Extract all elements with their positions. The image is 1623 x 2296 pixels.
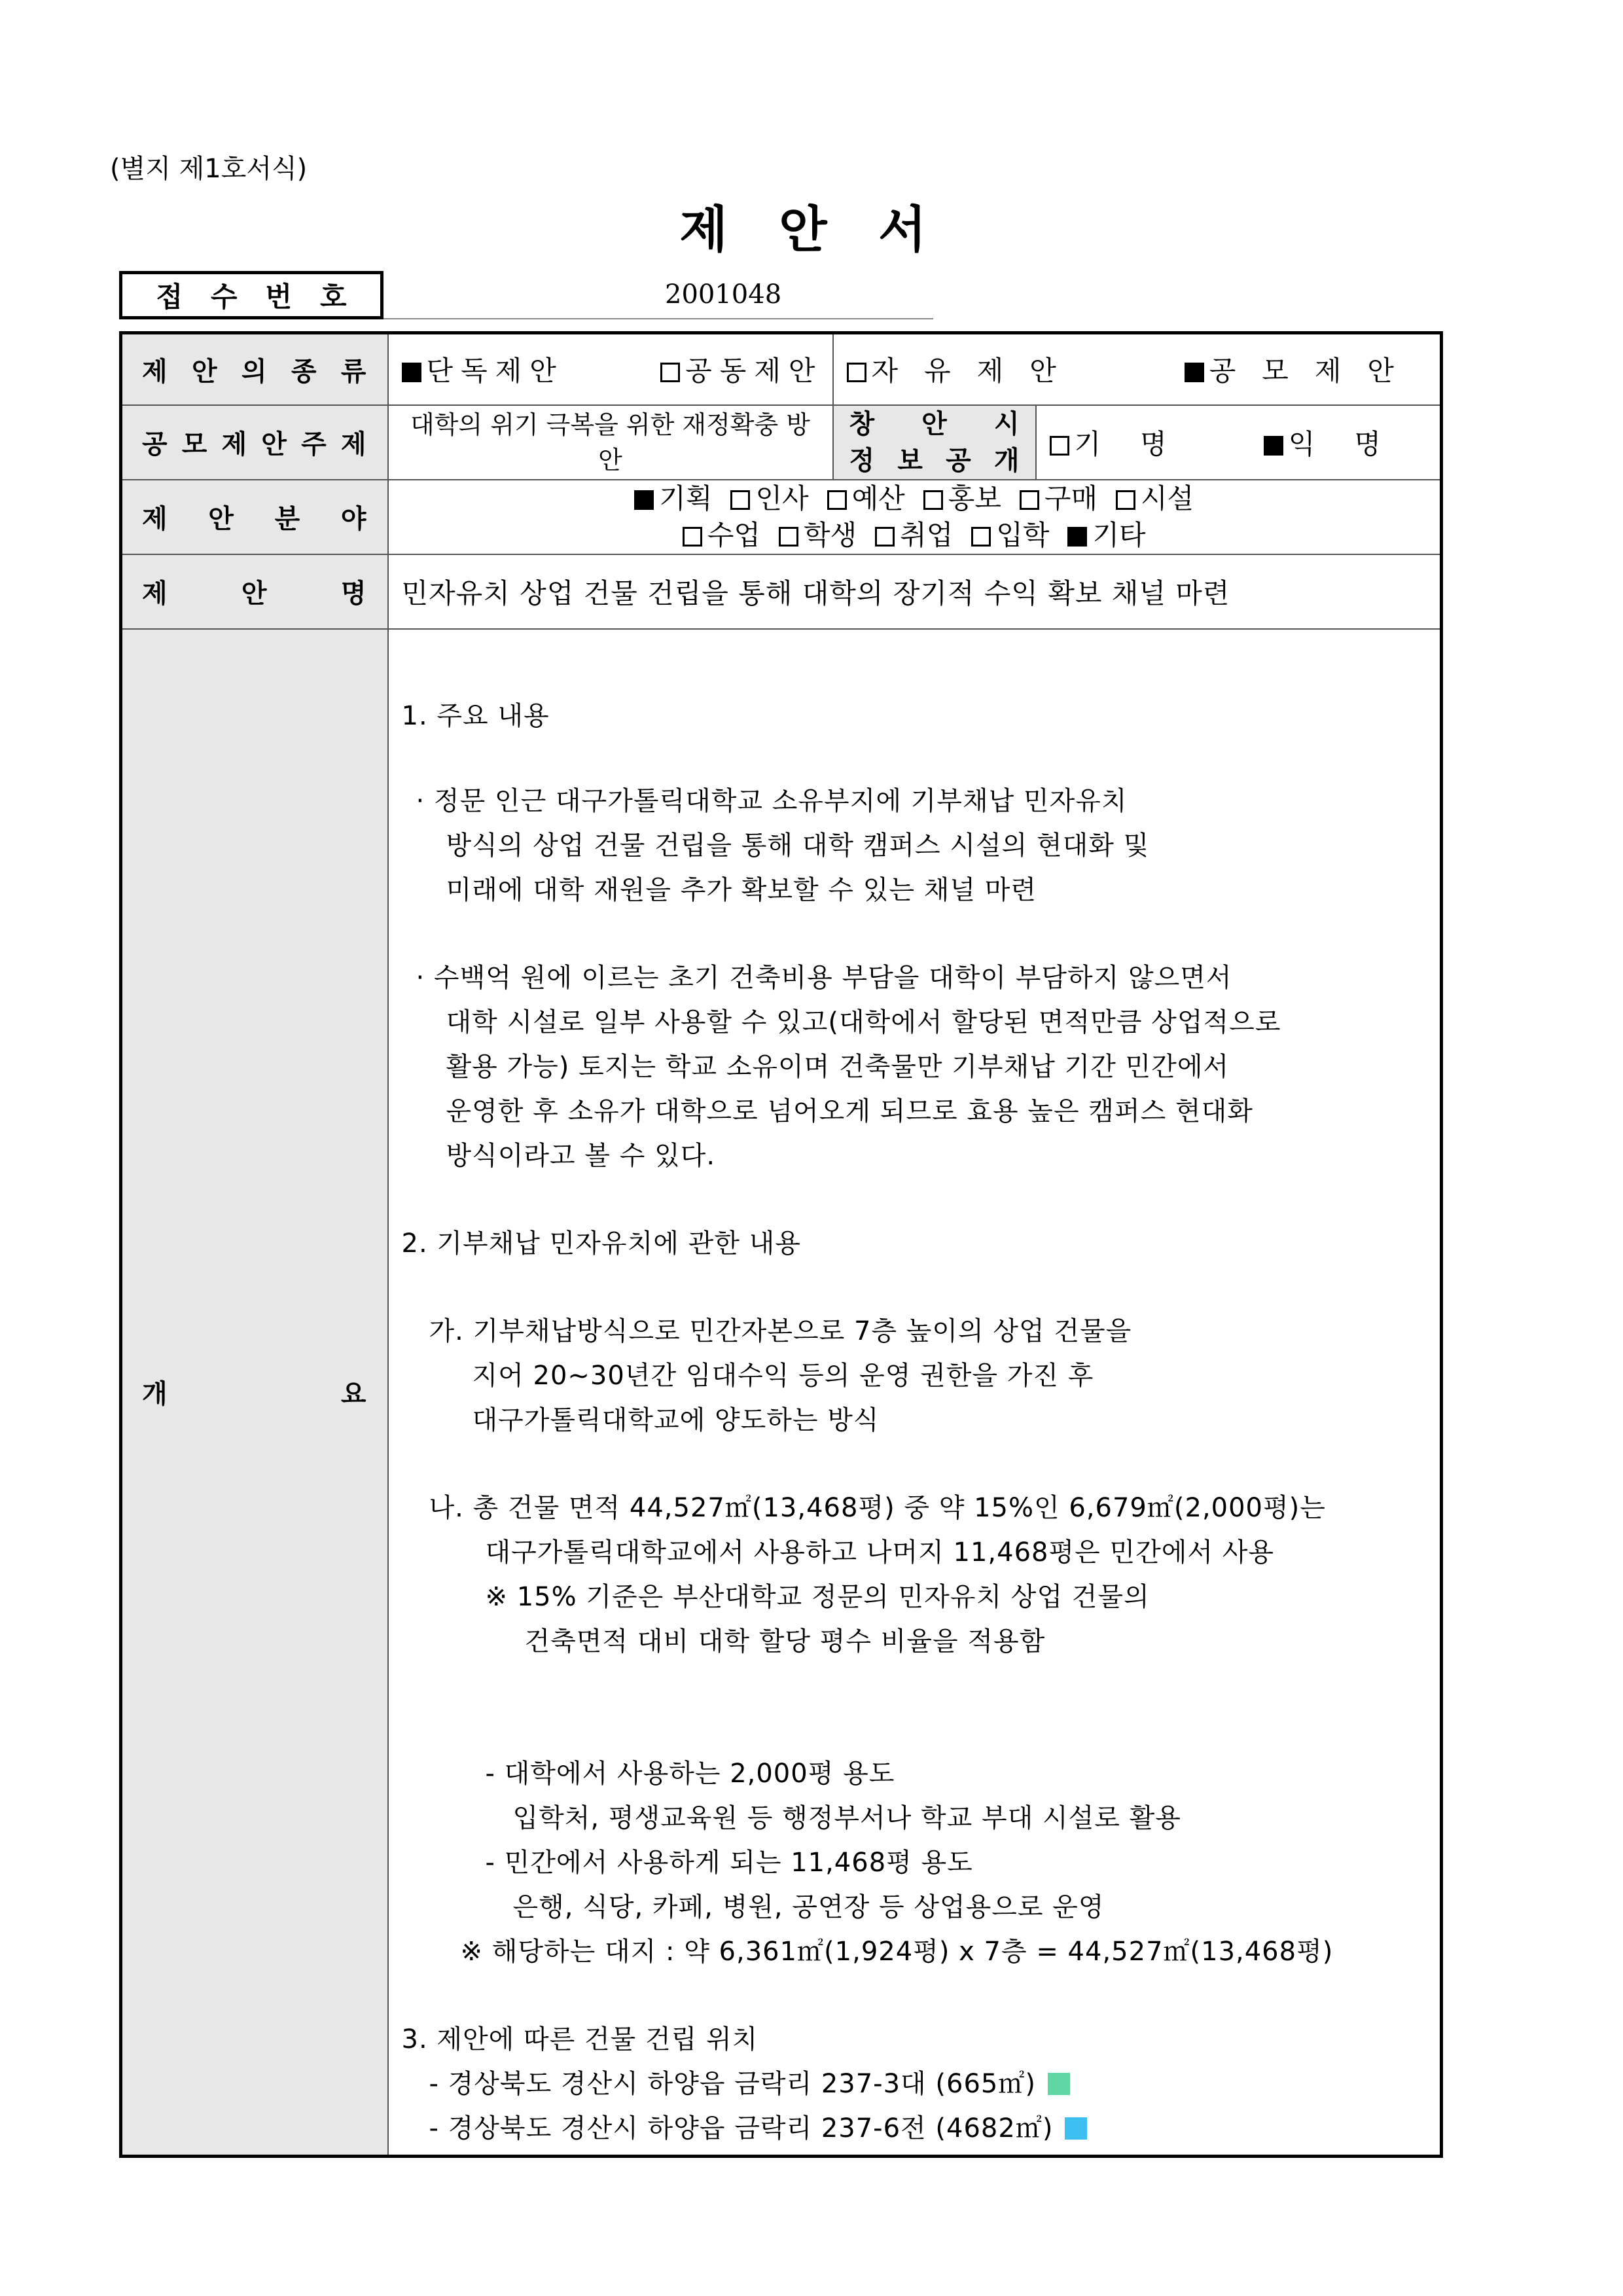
empty-box-icon[interactable]: [1116, 490, 1135, 510]
summary-label-chars: [122, 1373, 387, 1410]
summary-line-text: 방식의 상업 건물 건립을 통해 대학 캠퍼스 시설의 현대화 및: [446, 830, 1150, 861]
label-char: 수: [210, 281, 238, 313]
summary-line-text: 가. 기부채납방식으로 민간자본으로 7층 높이의 상업 건물을: [429, 1316, 1132, 1346]
field-option[interactable]: [730, 482, 808, 514]
label-char: 안: [241, 579, 267, 609]
summary-line: [402, 1223, 801, 1260]
label-char: 제: [142, 504, 168, 534]
summary-line-text: 2. 기부채납 민자유치에 관한 내용: [401, 1228, 801, 1259]
empty-box-icon[interactable]: [779, 527, 798, 547]
summary-line: [402, 695, 550, 732]
label-char: 류: [340, 356, 366, 387]
summary-line: [402, 2018, 758, 2056]
summary-line: [429, 2108, 1088, 2145]
empty-box-icon[interactable]: [875, 527, 895, 547]
option-label: 홍보: [948, 482, 1001, 514]
option-single[interactable]: [402, 350, 564, 389]
field-option[interactable]: [634, 482, 712, 514]
summary-line: [416, 957, 1232, 994]
empty-box-icon[interactable]: [1050, 436, 1069, 456]
receipt-box: [119, 271, 815, 325]
summary-line: [461, 1931, 1334, 1968]
summary-line-text: 3. 제안에 따른 건물 건립 위치: [401, 2024, 758, 2054]
summary-line: [446, 1046, 1230, 1083]
field-option[interactable]: [971, 519, 1049, 551]
summary-line: [473, 1355, 1094, 1392]
summary-line: [429, 2063, 1070, 2100]
summary-line-text: · 수백억 원에 이르는 초기 건축비용 부담을 대학이 부담하지 않으면서: [416, 962, 1232, 993]
label-char: 공: [142, 429, 168, 459]
label-char: 종: [291, 356, 317, 387]
empty-box-icon[interactable]: [847, 363, 866, 382]
field-option[interactable]: [1067, 519, 1145, 551]
summary-line: [429, 1310, 1132, 1348]
option-label: 공동제안: [685, 355, 823, 387]
option-anonymous[interactable]: [1264, 423, 1420, 462]
summary-line-text: 건축면적 대비 대학 할당 평수 비율을 적용함: [524, 1626, 1046, 1657]
label-char: 보: [897, 445, 923, 476]
public-label-line1: [834, 406, 1035, 442]
empty-box-icon[interactable]: [660, 363, 680, 382]
receipt-number-label: [119, 271, 383, 319]
option-label: 인사: [755, 482, 809, 514]
field-option[interactable]: [779, 519, 857, 551]
proposal-name-value: 민자유치 상업 건물 건립을 통해 대학의 장기적 수익 확보 채널 마련: [388, 554, 1442, 629]
checked-box-icon[interactable]: [1264, 436, 1283, 456]
row-field: [121, 480, 1442, 554]
option-label: 시설: [1141, 482, 1194, 514]
field-option[interactable]: [875, 519, 953, 551]
label-char: 제: [340, 429, 366, 459]
label-char: 정: [849, 445, 875, 476]
option-label: 수업: [707, 518, 761, 551]
form-number-label: (별지 제1호서식): [110, 154, 308, 184]
label-char: 호: [319, 281, 347, 313]
label-char: 개: [993, 445, 1020, 476]
summary-line: [486, 1532, 1275, 1569]
summary-line: [513, 1886, 1105, 1924]
summary-line-text: ※ 15% 기준은 부산대학교 정문의 민자유치 상업 건물의: [485, 1581, 1150, 1612]
document-title: 제 안 서: [679, 200, 944, 259]
theme-value: 대학의 위기 극복을 위한 재정확충 방안: [388, 405, 833, 480]
summary-line: [429, 1487, 1326, 1524]
map-color-marker-icon: [1065, 2117, 1087, 2140]
option-label: 기획: [659, 482, 713, 514]
row-theme: [121, 405, 1442, 480]
summary-line-text: 입학처, 평생교육원 등 행정부서나 학교 부대 시설로 활용: [512, 1803, 1181, 1833]
label-char: 창: [849, 408, 875, 439]
summary-content: [388, 629, 1442, 2157]
row-summary: [121, 629, 1442, 2157]
empty-box-icon[interactable]: [730, 490, 750, 510]
empty-box-icon[interactable]: [683, 527, 702, 547]
summary-line: [486, 1842, 973, 1879]
summary-line: [525, 1621, 1046, 1658]
empty-box-icon[interactable]: [923, 490, 943, 510]
proposal-form-table: [119, 331, 1443, 2158]
summary-line-text: 대구가톨릭대학교에 양도하는 방식: [472, 1405, 880, 1435]
option-label: 기명: [1074, 427, 1206, 460]
summary-line: [416, 780, 1128, 817]
option-label: 익명: [1288, 427, 1420, 460]
summary-line-text: 방식이라고 볼 수 있다.: [446, 1140, 716, 1171]
theme-label-chars: [122, 423, 387, 461]
checked-box-icon[interactable]: [1185, 363, 1204, 382]
checked-box-icon[interactable]: [402, 363, 421, 382]
label-char: 의: [241, 356, 267, 387]
label-char: 제: [142, 356, 168, 387]
summary-line-text: 은행, 식당, 카페, 병원, 공연장 등 상업용으로 운영: [512, 1892, 1105, 1922]
kind-label: [121, 333, 388, 405]
kind-label-chars: [122, 351, 387, 388]
field-option[interactable]: [683, 519, 760, 551]
label-char: 야: [340, 504, 366, 534]
summary-line-text: 1. 주요 내용: [401, 700, 550, 731]
summary-line-text: - 경상북도 경산시 하양읍 금락리 237-3대 (665㎡): [429, 2068, 1036, 2099]
field-option[interactable]: [923, 482, 1001, 514]
summary-line-text: 미래에 대학 재원을 추가 확보할 수 있는 채널 마련: [446, 874, 1037, 905]
summary-line-text: 대학 시설로 일부 사용할 수 있고(대학에서 할당된 면적만큼 상업적으로: [446, 1007, 1281, 1037]
label-char: 요: [340, 1379, 366, 1409]
summary-line-text: - 대학에서 사용하는 2,000평 용도: [485, 1758, 895, 1789]
option-named[interactable]: [1050, 423, 1206, 462]
checked-box-icon[interactable]: [1067, 527, 1087, 547]
public-disclosure-options: [1036, 405, 1442, 480]
summary-line: [446, 869, 1037, 906]
option-label: 입학: [996, 518, 1050, 551]
label-char: 안: [191, 356, 217, 387]
summary-line-text: · 정문 인근 대구가톨릭대학교 소유부지에 기부채납 민자유치: [416, 785, 1128, 816]
label-char: 공: [946, 445, 971, 476]
summary-line: [446, 1001, 1281, 1039]
label-char: 번: [265, 281, 293, 313]
option-label: 구매: [1044, 482, 1098, 514]
field-options: [388, 480, 1442, 554]
option-label: 자유제안: [871, 355, 1082, 387]
row-kind: [121, 333, 1442, 405]
summary-line: [446, 1135, 716, 1172]
label-char: 모: [181, 429, 207, 459]
checked-box-icon[interactable]: [634, 490, 654, 510]
empty-box-icon[interactable]: [827, 490, 847, 510]
label-char: 분: [274, 504, 300, 534]
label-char: 주: [301, 429, 327, 459]
label-char: 제: [221, 429, 247, 459]
public-disclosure-label: [833, 405, 1036, 480]
option-contest[interactable]: [1185, 350, 1420, 389]
summary-line-text: - 민간에서 사용하게 되는 11,468평 용도: [485, 1847, 973, 1878]
summary-line-text: - 경상북도 경산시 하양읍 금락리 237-6전 (4682㎡): [429, 2113, 1054, 2144]
field-option[interactable]: [1116, 482, 1194, 514]
summary-line: [486, 1576, 1150, 1613]
label-char: 명: [340, 579, 366, 609]
field-option[interactable]: [827, 482, 905, 514]
summary-line: [486, 1753, 895, 1790]
summary-line-text: 대구가톨릭대학교에서 사용하고 나머지 11,468평은 민간에서 사용: [485, 1537, 1275, 1568]
kind-options-a: [388, 333, 833, 405]
row-name: [121, 554, 1442, 629]
option-free[interactable]: [847, 350, 1082, 389]
theme-label: [121, 405, 388, 480]
summary-line: [473, 1399, 880, 1437]
name-label: [121, 554, 388, 629]
summary-line: [446, 1090, 1253, 1128]
field-label-chars: [122, 498, 387, 535]
map-color-marker-icon: [1048, 2073, 1070, 2095]
summary-line-text: 나. 총 건물 면적 44,527㎡(13,468평) 중 약 15%인 6,679㎡(2,000평)는: [429, 1492, 1326, 1523]
field-label: [121, 480, 388, 554]
label-char: 제: [142, 579, 168, 609]
label-char: 안: [261, 429, 287, 459]
option-label: 취업: [900, 518, 954, 551]
receipt-label-chars: [142, 276, 361, 315]
summary-line-text: 운영한 후 소유가 대학으로 넘어오게 되므로 효용 높은 캠퍼스 현대화: [446, 1096, 1253, 1126]
summary-line-text: 활용 가능) 토지는 학교 소유이며 건축물만 기부채납 기간 민간에서: [446, 1051, 1230, 1082]
label-char: 접: [156, 281, 183, 313]
empty-box-icon[interactable]: [971, 527, 991, 547]
summary-line: [513, 1797, 1181, 1835]
option-label: 기타: [1092, 518, 1146, 551]
kind-options-b: [833, 333, 1442, 405]
summary-line: [446, 825, 1150, 862]
option-joint[interactable]: [660, 350, 823, 389]
option-label: 예산: [851, 482, 905, 514]
summary-line-text: ※ 해당하는 대지 : 약 6,361㎡(1,924평) x 7층 = 44,527㎡(13,468평): [460, 1936, 1334, 1967]
option-label: 학생: [804, 518, 857, 551]
field-option[interactable]: [1020, 482, 1097, 514]
option-label: 공모제안: [1209, 355, 1420, 387]
name-label-chars: [122, 573, 387, 610]
receipt-number-value: 2001048: [383, 271, 933, 319]
label-char: 안: [921, 408, 947, 439]
option-label: 단독제안: [426, 355, 564, 387]
public-label-line2: [834, 442, 1035, 479]
summary-line-text: 지어 20~30년간 임대수익 등의 운영 권한을 가진 후: [472, 1360, 1094, 1391]
label-char: 개: [142, 1379, 168, 1409]
summary-label: [121, 629, 388, 2157]
label-char: 안: [208, 504, 234, 534]
label-char: 시: [993, 408, 1020, 439]
empty-box-icon[interactable]: [1020, 490, 1039, 510]
